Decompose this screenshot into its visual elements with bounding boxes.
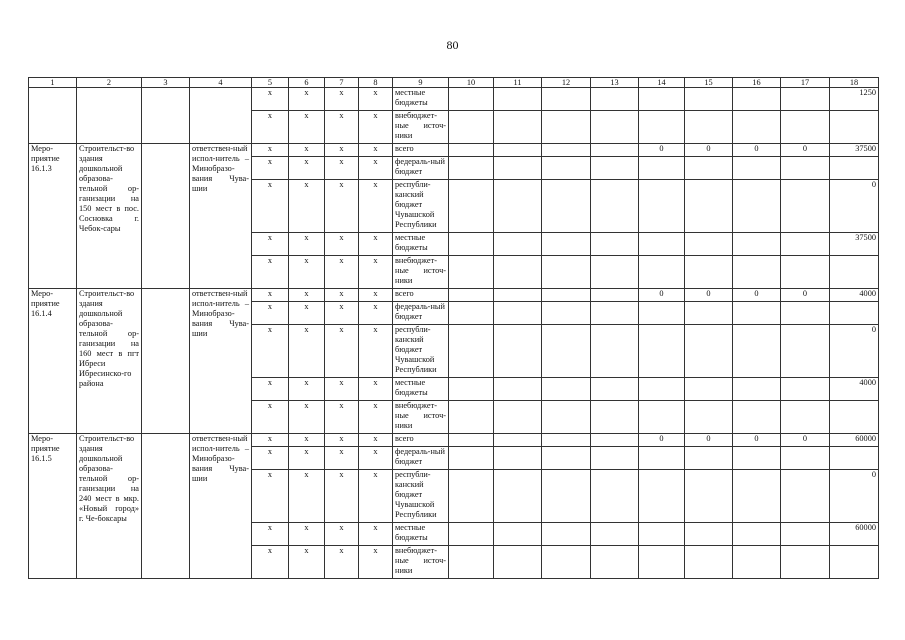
amount-cell <box>733 546 781 579</box>
empty-cell <box>449 434 494 447</box>
funding-source-cell: внебюджет-ные источ-ники <box>393 111 449 144</box>
funding-source-cell: внебюджет-ные источ-ники <box>393 546 449 579</box>
amount-cell <box>685 157 733 180</box>
x-mark-cell: x <box>325 378 359 401</box>
empty-cell <box>542 434 591 447</box>
empty-cell <box>449 233 494 256</box>
measure-code-cell: Меро-приятие 16.1.3 <box>29 144 77 289</box>
amount-cell <box>781 401 830 434</box>
empty-cell <box>449 111 494 144</box>
empty-cell <box>591 401 639 434</box>
amount-cell: 0 <box>685 434 733 447</box>
empty-cell <box>449 401 494 434</box>
funding-source-cell: республи-канский бюджет Чувашской Республики <box>393 180 449 233</box>
amount-cell: 0 <box>639 434 685 447</box>
x-mark-cell: x <box>252 447 289 470</box>
x-mark-cell: x <box>289 256 325 289</box>
amount-cell <box>733 325 781 378</box>
x-mark-cell: x <box>325 233 359 256</box>
empty-cell <box>542 88 591 111</box>
empty-cell <box>494 88 542 111</box>
x-mark-cell: x <box>325 289 359 302</box>
measure-col3-cell <box>142 289 190 434</box>
x-mark-cell: x <box>289 523 325 546</box>
amount-cell <box>733 523 781 546</box>
funding-source-row <box>29 88 879 111</box>
x-mark-cell: x <box>359 325 393 378</box>
funding-source-cell: местные бюджеты <box>393 233 449 256</box>
funding-source-cell: местные бюджеты <box>393 88 449 111</box>
amount-cell <box>639 470 685 523</box>
empty-cell <box>494 111 542 144</box>
amount-cell <box>781 546 830 579</box>
funding-source-cell: местные бюджеты <box>393 378 449 401</box>
x-mark-cell: x <box>252 302 289 325</box>
empty-cell <box>591 523 639 546</box>
amount-cell <box>685 325 733 378</box>
empty-cell <box>494 325 542 378</box>
measure-col3-cell <box>142 144 190 289</box>
amount-cell <box>781 233 830 256</box>
column-number-header: 10 <box>449 78 494 88</box>
amount-cell-total <box>830 302 879 325</box>
x-mark-cell: x <box>359 88 393 111</box>
continued-executor-cell <box>190 88 252 144</box>
empty-cell <box>591 434 639 447</box>
amount-cell: 0 <box>639 144 685 157</box>
empty-cell <box>591 144 639 157</box>
amount-cell: 0 <box>733 289 781 302</box>
column-number-header: 4 <box>190 78 252 88</box>
x-mark-cell: x <box>359 144 393 157</box>
amount-cell <box>781 447 830 470</box>
amount-cell <box>639 302 685 325</box>
funding-source-row <box>29 289 879 302</box>
x-mark-cell: x <box>289 447 325 470</box>
funding-source-cell: внебюджет-ные источ-ники <box>393 256 449 289</box>
continued-name-cell <box>77 88 142 144</box>
amount-cell <box>781 256 830 289</box>
x-mark-cell: x <box>252 378 289 401</box>
continued-col3-cell <box>142 88 190 144</box>
x-mark-cell: x <box>289 470 325 523</box>
x-mark-cell: x <box>359 447 393 470</box>
amount-cell: 0 <box>685 289 733 302</box>
column-number-header: 5 <box>252 78 289 88</box>
amount-cell-total: 60000 <box>830 523 879 546</box>
amount-cell <box>733 88 781 111</box>
amount-cell <box>733 157 781 180</box>
x-mark-cell: x <box>359 378 393 401</box>
funding-source-row <box>29 144 879 157</box>
empty-cell <box>542 289 591 302</box>
empty-cell <box>542 157 591 180</box>
amount-cell <box>639 378 685 401</box>
x-mark-cell: x <box>325 447 359 470</box>
amount-cell <box>733 401 781 434</box>
x-mark-cell: x <box>359 157 393 180</box>
funding-source-cell: местные бюджеты <box>393 523 449 546</box>
empty-cell <box>449 523 494 546</box>
measure-code-cell: Меро-приятие 16.1.5 <box>29 434 77 579</box>
funding-source-cell: федераль-ный бюджет <box>393 447 449 470</box>
amount-cell <box>685 523 733 546</box>
amount-cell-total: 0 <box>830 325 879 378</box>
empty-cell <box>494 470 542 523</box>
column-number-header: 16 <box>733 78 781 88</box>
funding-source-cell: республи-канский бюджет Чувашской Республики <box>393 470 449 523</box>
measure-col3-cell <box>142 434 190 579</box>
empty-cell <box>449 447 494 470</box>
empty-cell <box>449 289 494 302</box>
amount-cell-total: 1250 <box>830 88 879 111</box>
empty-cell <box>494 256 542 289</box>
column-number-header: 18 <box>830 78 879 88</box>
amount-cell-total: 37500 <box>830 144 879 157</box>
amount-cell <box>733 378 781 401</box>
measure-executor-cell: ответствен-ный испол-нитель – Минобразо-вания Чува-шии <box>190 289 252 434</box>
x-mark-cell: x <box>359 180 393 233</box>
x-mark-cell: x <box>325 470 359 523</box>
column-number-header: 6 <box>289 78 325 88</box>
x-mark-cell: x <box>359 111 393 144</box>
x-mark-cell: x <box>252 157 289 180</box>
empty-cell <box>449 256 494 289</box>
amount-cell-total <box>830 256 879 289</box>
x-mark-cell: x <box>289 325 325 378</box>
amount-cell-total <box>830 157 879 180</box>
x-mark-cell: x <box>252 434 289 447</box>
amount-cell <box>781 88 830 111</box>
amount-cell <box>639 447 685 470</box>
amount-cell-total: 4000 <box>830 378 879 401</box>
empty-cell <box>449 470 494 523</box>
amount-cell <box>733 233 781 256</box>
empty-cell <box>591 256 639 289</box>
x-mark-cell: x <box>289 144 325 157</box>
funding-source-cell: всего <box>393 289 449 302</box>
empty-cell <box>494 144 542 157</box>
amount-cell <box>733 180 781 233</box>
funding-source-cell: внебюджет-ные источ-ники <box>393 401 449 434</box>
funding-source-cell: республи-канский бюджет Чувашской Республики <box>393 325 449 378</box>
empty-cell <box>449 325 494 378</box>
amount-cell <box>639 233 685 256</box>
x-mark-cell: x <box>325 302 359 325</box>
amount-cell-total: 0 <box>830 180 879 233</box>
x-mark-cell: x <box>325 180 359 233</box>
amount-cell-total: 0 <box>830 470 879 523</box>
column-number-header: 9 <box>393 78 449 88</box>
x-mark-cell: x <box>252 470 289 523</box>
empty-cell <box>591 447 639 470</box>
amount-cell <box>781 378 830 401</box>
empty-cell <box>591 378 639 401</box>
column-number-header: 2 <box>77 78 142 88</box>
x-mark-cell: x <box>359 289 393 302</box>
empty-cell <box>591 546 639 579</box>
amount-cell: 0 <box>781 434 830 447</box>
funding-source-cell: федераль-ный бюджет <box>393 157 449 180</box>
x-mark-cell: x <box>252 180 289 233</box>
x-mark-cell: x <box>289 157 325 180</box>
empty-cell <box>542 144 591 157</box>
column-number-header: 12 <box>542 78 591 88</box>
empty-cell <box>494 434 542 447</box>
empty-cell <box>591 325 639 378</box>
amount-cell <box>685 111 733 144</box>
x-mark-cell: x <box>325 325 359 378</box>
x-mark-cell: x <box>289 434 325 447</box>
amount-cell <box>639 256 685 289</box>
amount-cell <box>733 470 781 523</box>
x-mark-cell: x <box>325 546 359 579</box>
empty-cell <box>449 180 494 233</box>
funding-source-cell: всего <box>393 434 449 447</box>
x-mark-cell: x <box>325 401 359 434</box>
empty-cell <box>449 144 494 157</box>
measure-name-cell: Строительст-во здания дошкольной образова-тельной ор-ганизации на 240 мест в мкр. «Новый город» г. Че-боксары <box>77 434 142 579</box>
empty-cell <box>542 378 591 401</box>
measure-executor-cell: ответствен-ный испол-нитель – Минобразо-вания Чува-шии <box>190 434 252 579</box>
page-number: 80 <box>446 38 459 52</box>
x-mark-cell: x <box>289 180 325 233</box>
x-mark-cell: x <box>252 111 289 144</box>
continued-code-cell <box>29 88 77 144</box>
empty-cell <box>542 325 591 378</box>
amount-cell-total: 37500 <box>830 233 879 256</box>
amount-cell <box>685 401 733 434</box>
amount-cell <box>685 233 733 256</box>
x-mark-cell: x <box>289 88 325 111</box>
amount-cell <box>685 88 733 111</box>
x-mark-cell: x <box>289 401 325 434</box>
amount-cell <box>733 111 781 144</box>
amount-cell-total: 4000 <box>830 289 879 302</box>
empty-cell <box>591 470 639 523</box>
amount-cell <box>781 157 830 180</box>
empty-cell <box>542 302 591 325</box>
empty-cell <box>542 546 591 579</box>
amount-cell <box>781 325 830 378</box>
empty-cell <box>494 233 542 256</box>
x-mark-cell: x <box>325 144 359 157</box>
x-mark-cell: x <box>289 546 325 579</box>
amount-cell <box>781 180 830 233</box>
empty-cell <box>494 302 542 325</box>
amount-cell <box>639 546 685 579</box>
x-mark-cell: x <box>289 111 325 144</box>
amount-cell <box>781 470 830 523</box>
amount-cell <box>781 111 830 144</box>
measure-name-cell: Строительст-во здания дошкольной образова-тельной ор-ганизации на 160 мест в пгт Ибреси Ибресинско-го района <box>77 289 142 434</box>
amount-cell <box>639 180 685 233</box>
empty-cell <box>542 111 591 144</box>
amount-cell <box>685 180 733 233</box>
x-mark-cell: x <box>325 157 359 180</box>
empty-cell <box>494 523 542 546</box>
empty-cell <box>542 401 591 434</box>
amount-cell-total <box>830 447 879 470</box>
x-mark-cell: x <box>252 546 289 579</box>
x-mark-cell: x <box>289 233 325 256</box>
x-mark-cell: x <box>325 111 359 144</box>
empty-cell <box>494 157 542 180</box>
amount-cell <box>639 325 685 378</box>
x-mark-cell: x <box>359 401 393 434</box>
amount-cell <box>639 401 685 434</box>
column-number-header: 3 <box>142 78 190 88</box>
empty-cell <box>542 470 591 523</box>
x-mark-cell: x <box>289 302 325 325</box>
x-mark-cell: x <box>289 289 325 302</box>
x-mark-cell: x <box>359 470 393 523</box>
measure-executor-cell: ответствен-ный испол-нитель – Минобразо-вания Чува-шии <box>190 144 252 289</box>
x-mark-cell: x <box>359 302 393 325</box>
empty-cell <box>591 233 639 256</box>
x-mark-cell: x <box>252 325 289 378</box>
amount-cell: 0 <box>639 289 685 302</box>
empty-cell <box>449 378 494 401</box>
empty-cell <box>542 233 591 256</box>
column-number-header: 1 <box>29 78 77 88</box>
x-mark-cell: x <box>325 88 359 111</box>
x-mark-cell: x <box>252 88 289 111</box>
column-number-header: 14 <box>639 78 685 88</box>
column-number-header: 7 <box>325 78 359 88</box>
amount-cell <box>685 378 733 401</box>
empty-cell <box>542 256 591 289</box>
x-mark-cell: x <box>359 256 393 289</box>
column-number-header: 8 <box>359 78 393 88</box>
amount-cell <box>733 447 781 470</box>
funding-source-row <box>29 434 879 447</box>
x-mark-cell: x <box>252 401 289 434</box>
funding-source-cell: федераль-ный бюджет <box>393 302 449 325</box>
empty-cell <box>494 546 542 579</box>
amount-cell <box>639 111 685 144</box>
empty-cell <box>591 157 639 180</box>
amount-cell-total <box>830 401 879 434</box>
column-number-header: 11 <box>494 78 542 88</box>
measure-name-cell: Строительст-во здания дошкольной образова-тельной ор-ганизации на 150 мест в пос. Сосновка г. Чебок-сары <box>77 144 142 289</box>
column-number-header: 17 <box>781 78 830 88</box>
x-mark-cell: x <box>359 523 393 546</box>
program-measures-table <box>28 77 879 579</box>
x-mark-cell: x <box>252 233 289 256</box>
amount-cell <box>733 302 781 325</box>
empty-cell <box>542 447 591 470</box>
amount-cell <box>639 523 685 546</box>
x-mark-cell: x <box>359 434 393 447</box>
amount-cell <box>639 157 685 180</box>
amount-cell-total <box>830 111 879 144</box>
x-mark-cell: x <box>325 434 359 447</box>
amount-cell: 0 <box>733 434 781 447</box>
amount-cell <box>685 470 733 523</box>
empty-cell <box>449 546 494 579</box>
measure-code-cell: Меро-приятие 16.1.4 <box>29 289 77 434</box>
amount-cell <box>733 256 781 289</box>
amount-cell: 0 <box>685 144 733 157</box>
amount-cell <box>639 88 685 111</box>
empty-cell <box>449 302 494 325</box>
empty-cell <box>494 447 542 470</box>
amount-cell <box>685 447 733 470</box>
empty-cell <box>591 289 639 302</box>
amount-cell <box>685 256 733 289</box>
x-mark-cell: x <box>252 523 289 546</box>
empty-cell <box>542 523 591 546</box>
column-number-header: 13 <box>591 78 639 88</box>
empty-cell <box>591 302 639 325</box>
empty-cell <box>449 88 494 111</box>
x-mark-cell: x <box>252 256 289 289</box>
amount-cell: 0 <box>781 289 830 302</box>
column-number-header-row <box>29 78 879 88</box>
amount-cell-total <box>830 546 879 579</box>
empty-cell <box>494 180 542 233</box>
amount-cell <box>685 302 733 325</box>
amount-cell-total: 60000 <box>830 434 879 447</box>
empty-cell <box>591 180 639 233</box>
x-mark-cell: x <box>325 523 359 546</box>
amount-cell <box>781 302 830 325</box>
empty-cell <box>542 180 591 233</box>
empty-cell <box>449 157 494 180</box>
empty-cell <box>591 111 639 144</box>
x-mark-cell: x <box>252 289 289 302</box>
funding-source-cell: всего <box>393 144 449 157</box>
x-mark-cell: x <box>359 233 393 256</box>
empty-cell <box>494 378 542 401</box>
column-number-header: 15 <box>685 78 733 88</box>
x-mark-cell: x <box>325 256 359 289</box>
x-mark-cell: x <box>289 378 325 401</box>
empty-cell <box>494 401 542 434</box>
x-mark-cell: x <box>252 144 289 157</box>
amount-cell <box>781 523 830 546</box>
amount-cell <box>685 546 733 579</box>
amount-cell: 0 <box>733 144 781 157</box>
empty-cell <box>494 289 542 302</box>
amount-cell: 0 <box>781 144 830 157</box>
x-mark-cell: x <box>359 546 393 579</box>
empty-cell <box>591 88 639 111</box>
